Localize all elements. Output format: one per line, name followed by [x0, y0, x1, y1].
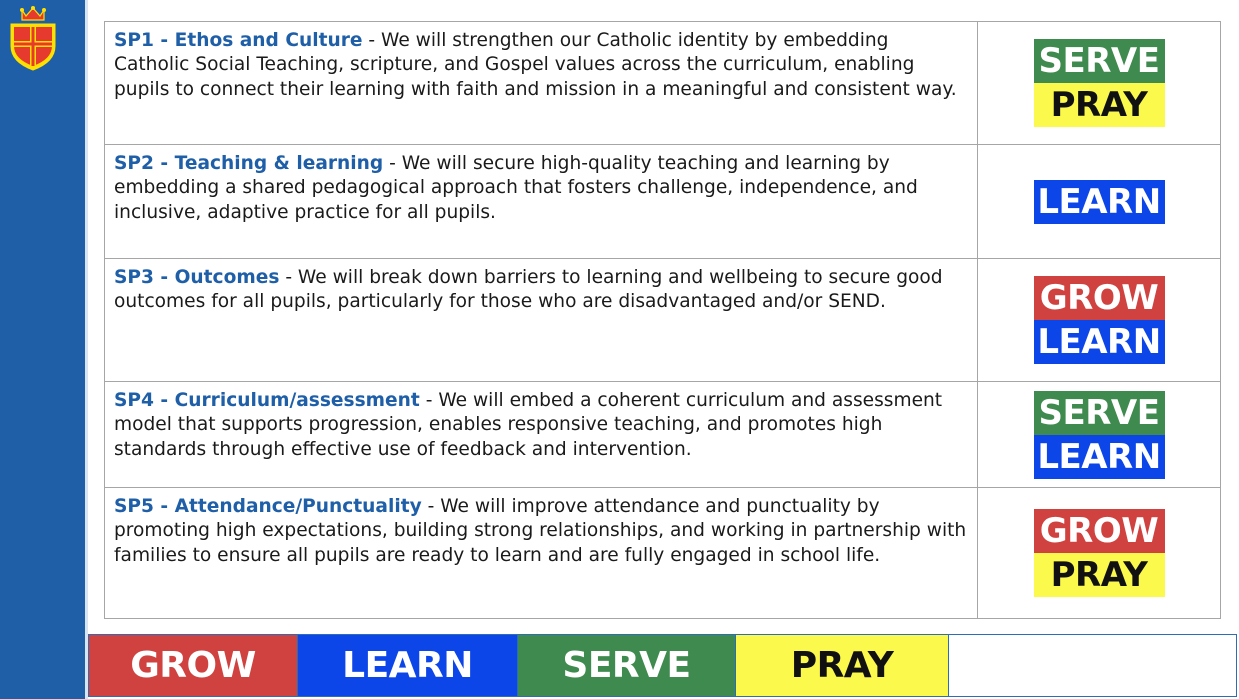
learn-badge: LEARN — [1034, 320, 1165, 364]
grow-badge: GROW — [1034, 509, 1165, 553]
footer-blank-block — [949, 635, 1236, 696]
learn-badge: LEARN — [1034, 180, 1165, 224]
table-row — [105, 382, 1220, 488]
priority-badges-cell — [978, 22, 1220, 144]
footer-pray-block: PRAY — [736, 635, 949, 696]
priority-heading: SP2 - Teaching & learning — [114, 153, 384, 174]
priority-badges-cell — [978, 145, 1220, 258]
table-row — [105, 22, 1220, 145]
table-row — [105, 145, 1220, 259]
serve-badge: SERVE — [1034, 391, 1165, 435]
footer-serve-block: SERVE — [518, 635, 736, 696]
priority-description: - We will strengthen our Catholic identity by embedding Catholic Social Teaching, scripture, and Gospel values across the curriculum, enabling pupils to connect their learning with faith and mission in a meaningful and consistent way. — [114, 30, 957, 100]
priority-text-cell — [105, 488, 978, 618]
priority-badges-cell — [978, 488, 1220, 618]
grow-badge: GROW — [1034, 276, 1165, 320]
table-row — [105, 259, 1220, 382]
priority-text-cell — [105, 22, 978, 144]
learn-badge: LEARN — [1034, 435, 1165, 479]
priority-heading: SP4 - Curriculum/assessment — [114, 390, 420, 411]
sidebar-divider — [85, 0, 88, 699]
priority-text-cell — [105, 259, 978, 381]
priority-badges-cell — [978, 259, 1220, 381]
priority-text-cell — [105, 145, 978, 258]
strategic-priorities-table — [104, 21, 1221, 619]
pray-badge: PRAY — [1034, 553, 1165, 597]
values-footer-bar — [88, 634, 1237, 697]
priority-heading: SP1 - Ethos and Culture — [114, 30, 363, 51]
pray-badge: PRAY — [1034, 83, 1165, 127]
priority-text-cell — [105, 382, 978, 487]
priority-heading: SP3 - Outcomes — [114, 267, 280, 288]
priority-heading: SP5 - Attendance/Punctuality — [114, 496, 422, 517]
footer-grow-block: GROW — [89, 635, 298, 696]
table-row — [105, 488, 1220, 618]
priority-description: - We will improve attendance and punctuality by promoting high expectations, building strong relationships, and working in partnership with families to ensure all pupils are ready to learn and are fully engaged in school life. — [114, 496, 967, 566]
footer-learn-block: LEARN — [298, 635, 518, 696]
priority-description: - We will embed a coherent curriculum and assessment model that supports progression, enables responsive teaching, and promotes high standards through effective use of feedback and intervention. — [114, 390, 943, 460]
sidebar — [0, 0, 88, 699]
serve-badge: SERVE — [1034, 39, 1165, 83]
priority-description: - We will break down barriers to learning and wellbeing to secure good outcomes for all pupils, particularly for those who are disadvantaged and/or SEND. — [114, 267, 943, 313]
priority-badges-cell — [978, 382, 1220, 487]
school-crest-icon — [6, 6, 60, 72]
priority-description: - We will secure high-quality teaching and learning by embedding a shared pedagogical approach that fosters challenge, independence, and inclusive, adaptive practice for all pupils. — [114, 153, 918, 223]
